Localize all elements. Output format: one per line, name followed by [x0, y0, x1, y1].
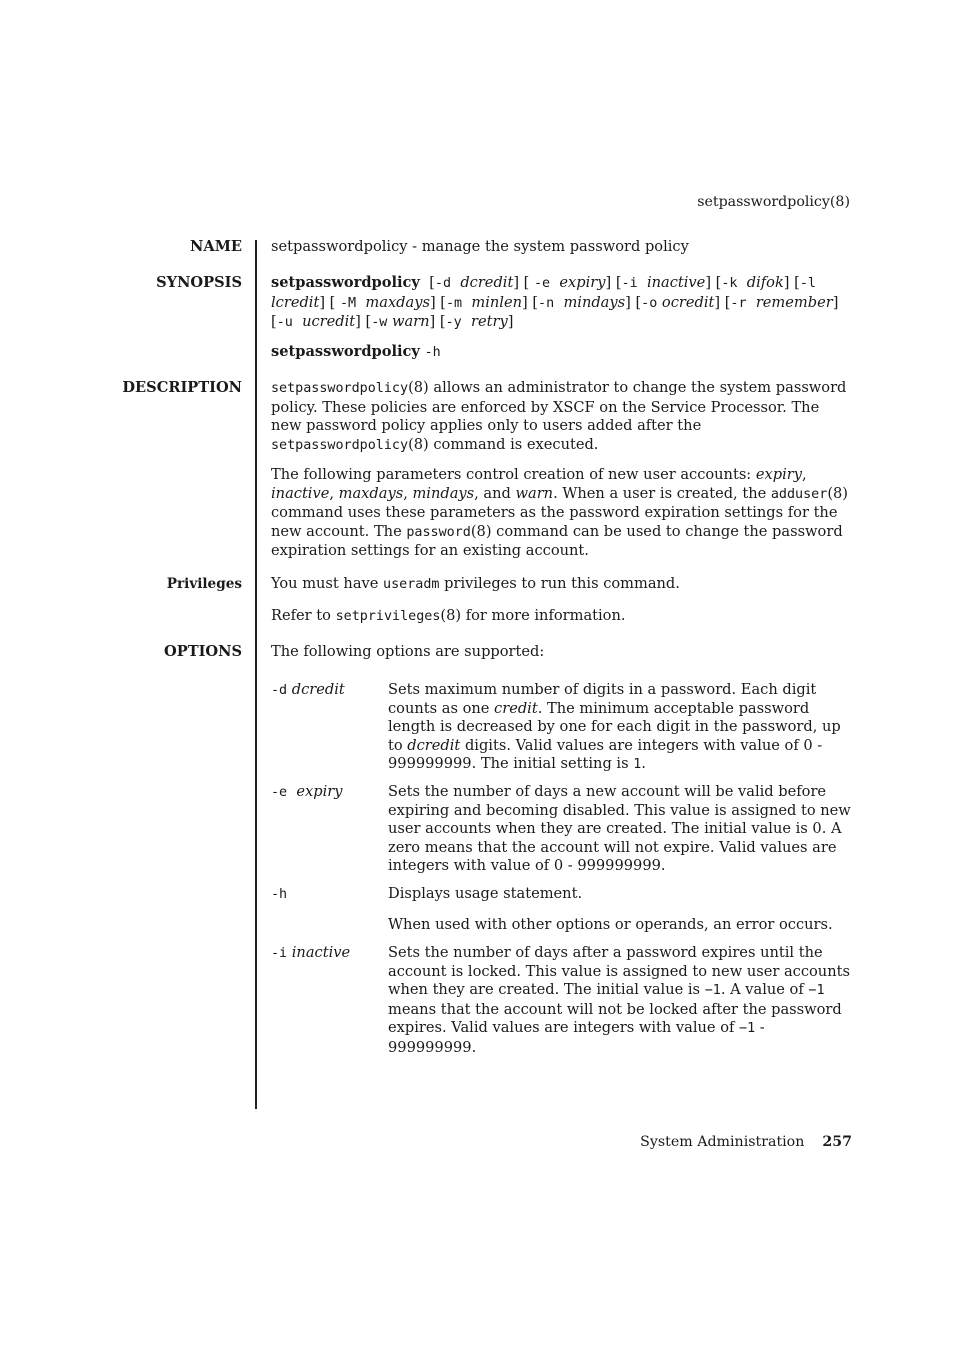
section-label-synopsis: SYNOPSIS: [156, 274, 242, 291]
option-d-description: Sets maximum number of digits in a password. Each digit counts as one credit. The minimum acceptable password length is decreased by one for each digit in the password, up to dcredit digits. Valid values are integers with value of 0 - 999999999. The initial setting is 1.: [388, 681, 841, 773]
option-e-description: Sets the number of days a new account will be valid before expiring and becoming disabled. This value is assigned to new user accounts when they are created. The initial value is 0. A zero means that the account will not expire. Valid values are integers with value of 0 - 999999999.: [388, 783, 851, 875]
description-paragraph-1: setpasswordpolicy(8) allows an administrator to change the system password policy. These policies are enforced by XSCF on the Service Processor. The new password policy applies only to users added after the setpasswordpolicy(8) command is executed.: [271, 379, 847, 453]
privileges-paragraph-1: You must have useradm privileges to run this command.: [271, 575, 680, 592]
option-i-description: Sets the number of days after a password expires until the account is locked. This value is assigned to new user accounts when they are created. The initial value is −1. A value of −1 means that the account will not be locked after the password expires. Valid values are integers with value of −1 - 999999999.: [388, 944, 850, 1056]
section-rule: [255, 240, 257, 1109]
section-label-privileges: Privileges: [166, 576, 242, 592]
synopsis-usage: setpasswordpolicy [-d dcredit] [ -e expiry] [-i inactive] [-k difok] [-l lcredit] [ -M maxdays] [-m minlen] [-n mindays] [-o ocredit] [-r remember] [-u ucredit] [-w warn] [-y retry]: [271, 274, 839, 331]
page-footer: [640, 1134, 852, 1150]
option-e-name: -e expiry: [271, 783, 343, 800]
options-intro: The following options are supported:: [271, 643, 545, 660]
synopsis-command-2: setpasswordpolicy: [271, 343, 420, 360]
option-d-name: -d dcredit: [271, 681, 345, 698]
name-text: setpasswordpolicy - manage the system password policy: [271, 238, 689, 255]
synopsis-help-flag: -h: [424, 345, 441, 360]
description-paragraph-2: The following parameters control creation of new user accounts: expiry, inactive, maxdays, mindays, and warn. When a user is created, the adduser(8) command uses these parameters as the password expiration settings for the new account. The password(8) command can be used to change the password expiration settings for an existing account.: [271, 466, 848, 560]
running-header: setpasswordpolicy(8): [697, 194, 850, 210]
option-h-name: -h: [271, 887, 288, 902]
option-i-name: -i inactive: [271, 944, 351, 961]
footer-book-title: System Administration: [640, 1134, 805, 1150]
privileges-paragraph-2: Refer to setprivileges(8) for more information.: [271, 607, 626, 624]
page-number: 257: [822, 1134, 852, 1150]
option-h-description: Displays usage statement.: [388, 885, 583, 902]
section-label-description: DESCRIPTION: [122, 379, 242, 396]
synopsis-command: setpasswordpolicy: [271, 274, 420, 291]
section-label-options: OPTIONS: [164, 643, 242, 660]
synopsis-help-usage: [271, 343, 853, 363]
section-label-name: NAME: [190, 238, 242, 255]
option-h-note: When used with other options or operands, an error occurs.: [388, 916, 833, 933]
